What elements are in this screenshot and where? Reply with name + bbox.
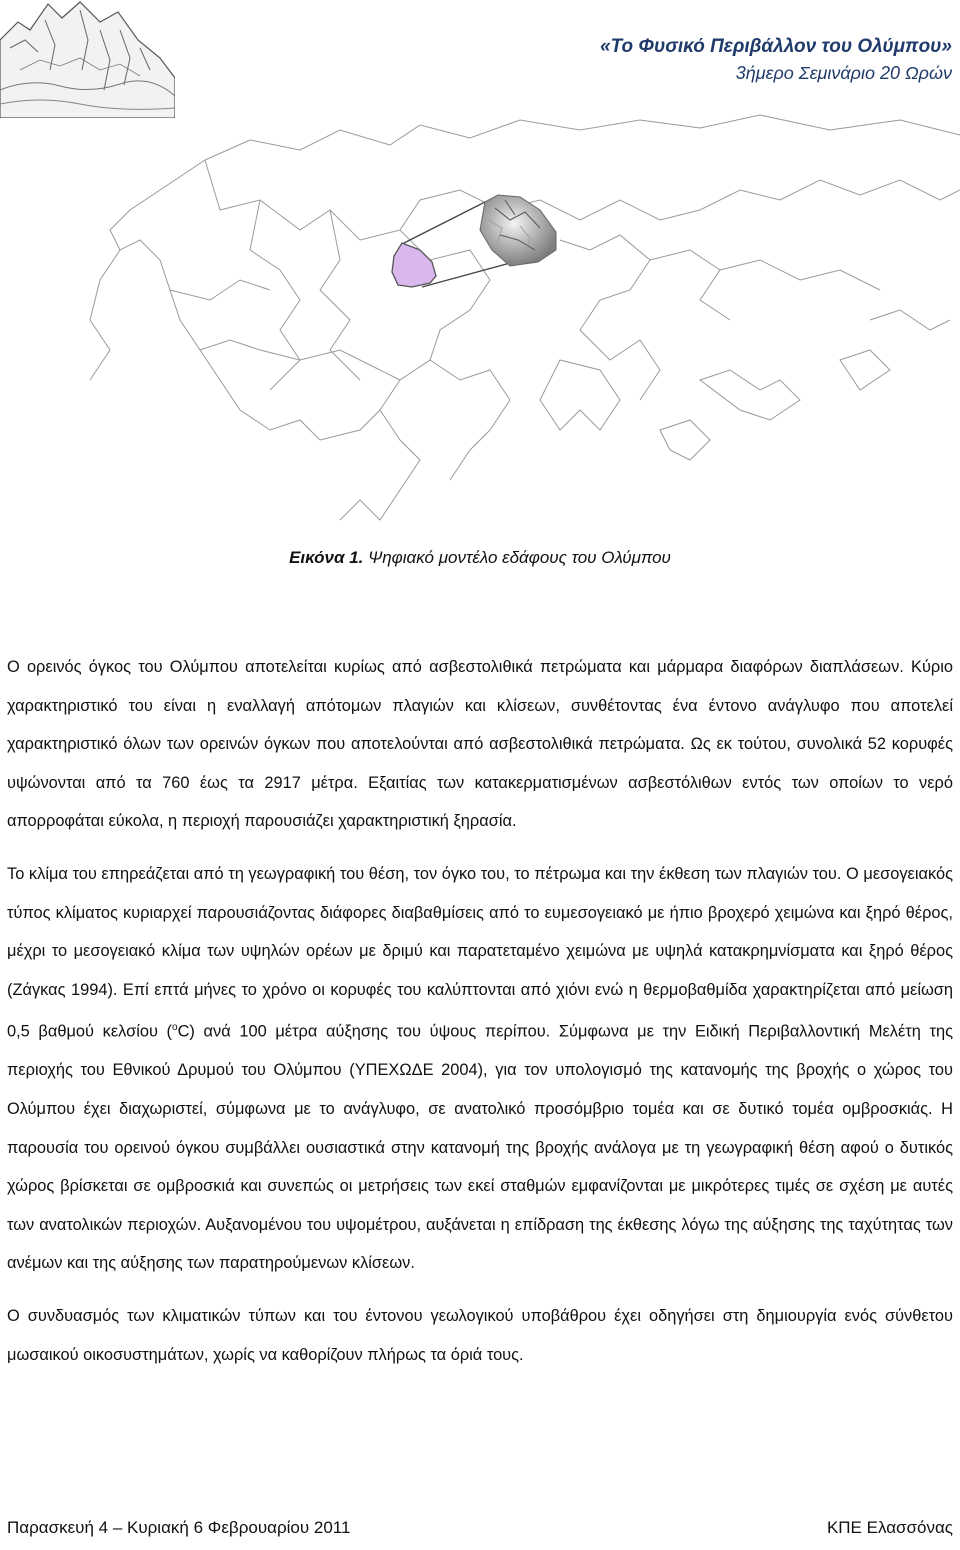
paragraph-2-part-2: C) ανά 100 μέτρα αύξησης του ύψους περίπου. Σύμφωνα με την Ειδική Περιβαλλοντική Μελέτη της περιοχής του Εθνικού Δρυμού του Ολύμπου (ΥΠΕΧΩΔΕ 2004), για τον υπολογισμό της κατανομής της βροχής ο χώρος του Ολύμπου έχει διαχωριστεί, σύμφωνα με το ανάγλυφο, σε ανατολικό προσόμβριο τομέα και σε δυτικό τομέα ομβροσκιάς. Η παρουσία του ορεινού όγκου συμβάλλει ουσιαστικά στην κατανομή της βροχής ανάλογα με τη γεωγραφική θέση αφού ο δυτικός χώρος βρίσκεται σε ομβροσκιά και συνεπώς οι μετρήσεις των εκεί σταθμών εμφανίζονται με μικρότερες τιμές σε σχέση με αυτές των ανατολικών περιοχών. Αυξανομένου του υψομέτρου, αυξάνεται η επίδραση της έκθεσης λόγω της αύξησης της ταχύτητας των ανέμων και της αύξησης των παρατηρούμενων κλίσεων. <box>7 1022 954 1273</box>
figure-caption <box>0 548 960 568</box>
document-header <box>600 34 952 86</box>
header-title: «Το Φυσικό Περιβάλλον του Ολύμπου» <box>600 36 952 57</box>
body-text <box>7 648 953 1388</box>
footer-org: ΚΠΕ Ελασσόνας <box>826 1518 953 1537</box>
dem-inset <box>480 195 556 266</box>
paragraph-1: Ο ορεινός όγκος του Ολύμπου αποτελείται κυρίως από ασβεστολιθικά πετρώματα και μάρμαρα διαφόρων διαπλάσεων. Κύριο χαρακτηριστικό του είναι η εναλλαγή απότομων πλαγιών και κλίσεων, συνθέτοντας ένα έντονο ανάγλυφο που αποτελεί χαρακτηριστικό όλων των ορεινών όγκων που αποτελούνται από ασβεστολιθικά πετρώματα. Ως εκ τούτου, συνολικά 52 κορυφές υψώνονται από τα 760 έως τα 2917 μέτρα. Εξαιτίας των κατακερματισμένων ασβεστόλιθων εντός των οποίων το νερό απορροφάται εύκολα, η περιοχή παρουσιάζει χαρακτηριστική ξηρασία. <box>7 658 953 831</box>
figure-caption-text: Ψηφιακό μοντέλο εδάφους του Ολύμπου <box>363 548 671 567</box>
olympus-highlight-region <box>392 243 436 287</box>
greece-map <box>0 100 960 540</box>
degree-superscript: o <box>172 1022 178 1034</box>
paragraph-3: Ο συνδυασμός των κλιματικών τύπων και του έντονου γεωλογικού υποβάθρου έχει οδηγήσει στη δημιουργία ενός σύνθετου μωσαικού οικοσυστημάτων, χωρίς να καθορίζουν πλήρως τα όριά τους. <box>7 1306 953 1364</box>
document-footer <box>7 1518 953 1538</box>
paragraph-2-part-1: Το κλίμα του επηρεάζεται από τη γεωγραφική του θέση, τον όγκο του, το πέτρωμα και την έκθεση των πλαγιών του. Ο μεσογειακός τύπος κλίματος κυριαρχεί παρουσιάζοντας διάφορες διαβαθμίσεις από το ευμεσογειακό με ήπιο βροχερό χειμώνα και ξηρό θέρος, μέχρι το μεσογειακό κλίμα των υψηλών ορέων με δριμύ και παρατεταμένο χειμώνα με υψηλά κατακρημνίσματα και ξηρό θέρος (Ζάγκας 1994). Επί επτά μήνες το χρόνο οι κορυφές του καλύπτονται από χιόνι ενώ η θερμοβαθμίδα χαρακτηρίζεται από μείωση 0,5 βαθμού κελσίου ( <box>7 864 953 1041</box>
footer-date: Παρασκευή 4 – Κυριακή 6 Φεβρουαρίου 2011 <box>7 1518 351 1537</box>
map-outline <box>205 115 960 160</box>
figure-label: Εικόνα 1. <box>289 548 364 567</box>
header-subtitle: 3ήμερο Σεμινάριο 20 Ωρών <box>735 63 952 83</box>
paragraph-2 <box>7 855 953 1283</box>
